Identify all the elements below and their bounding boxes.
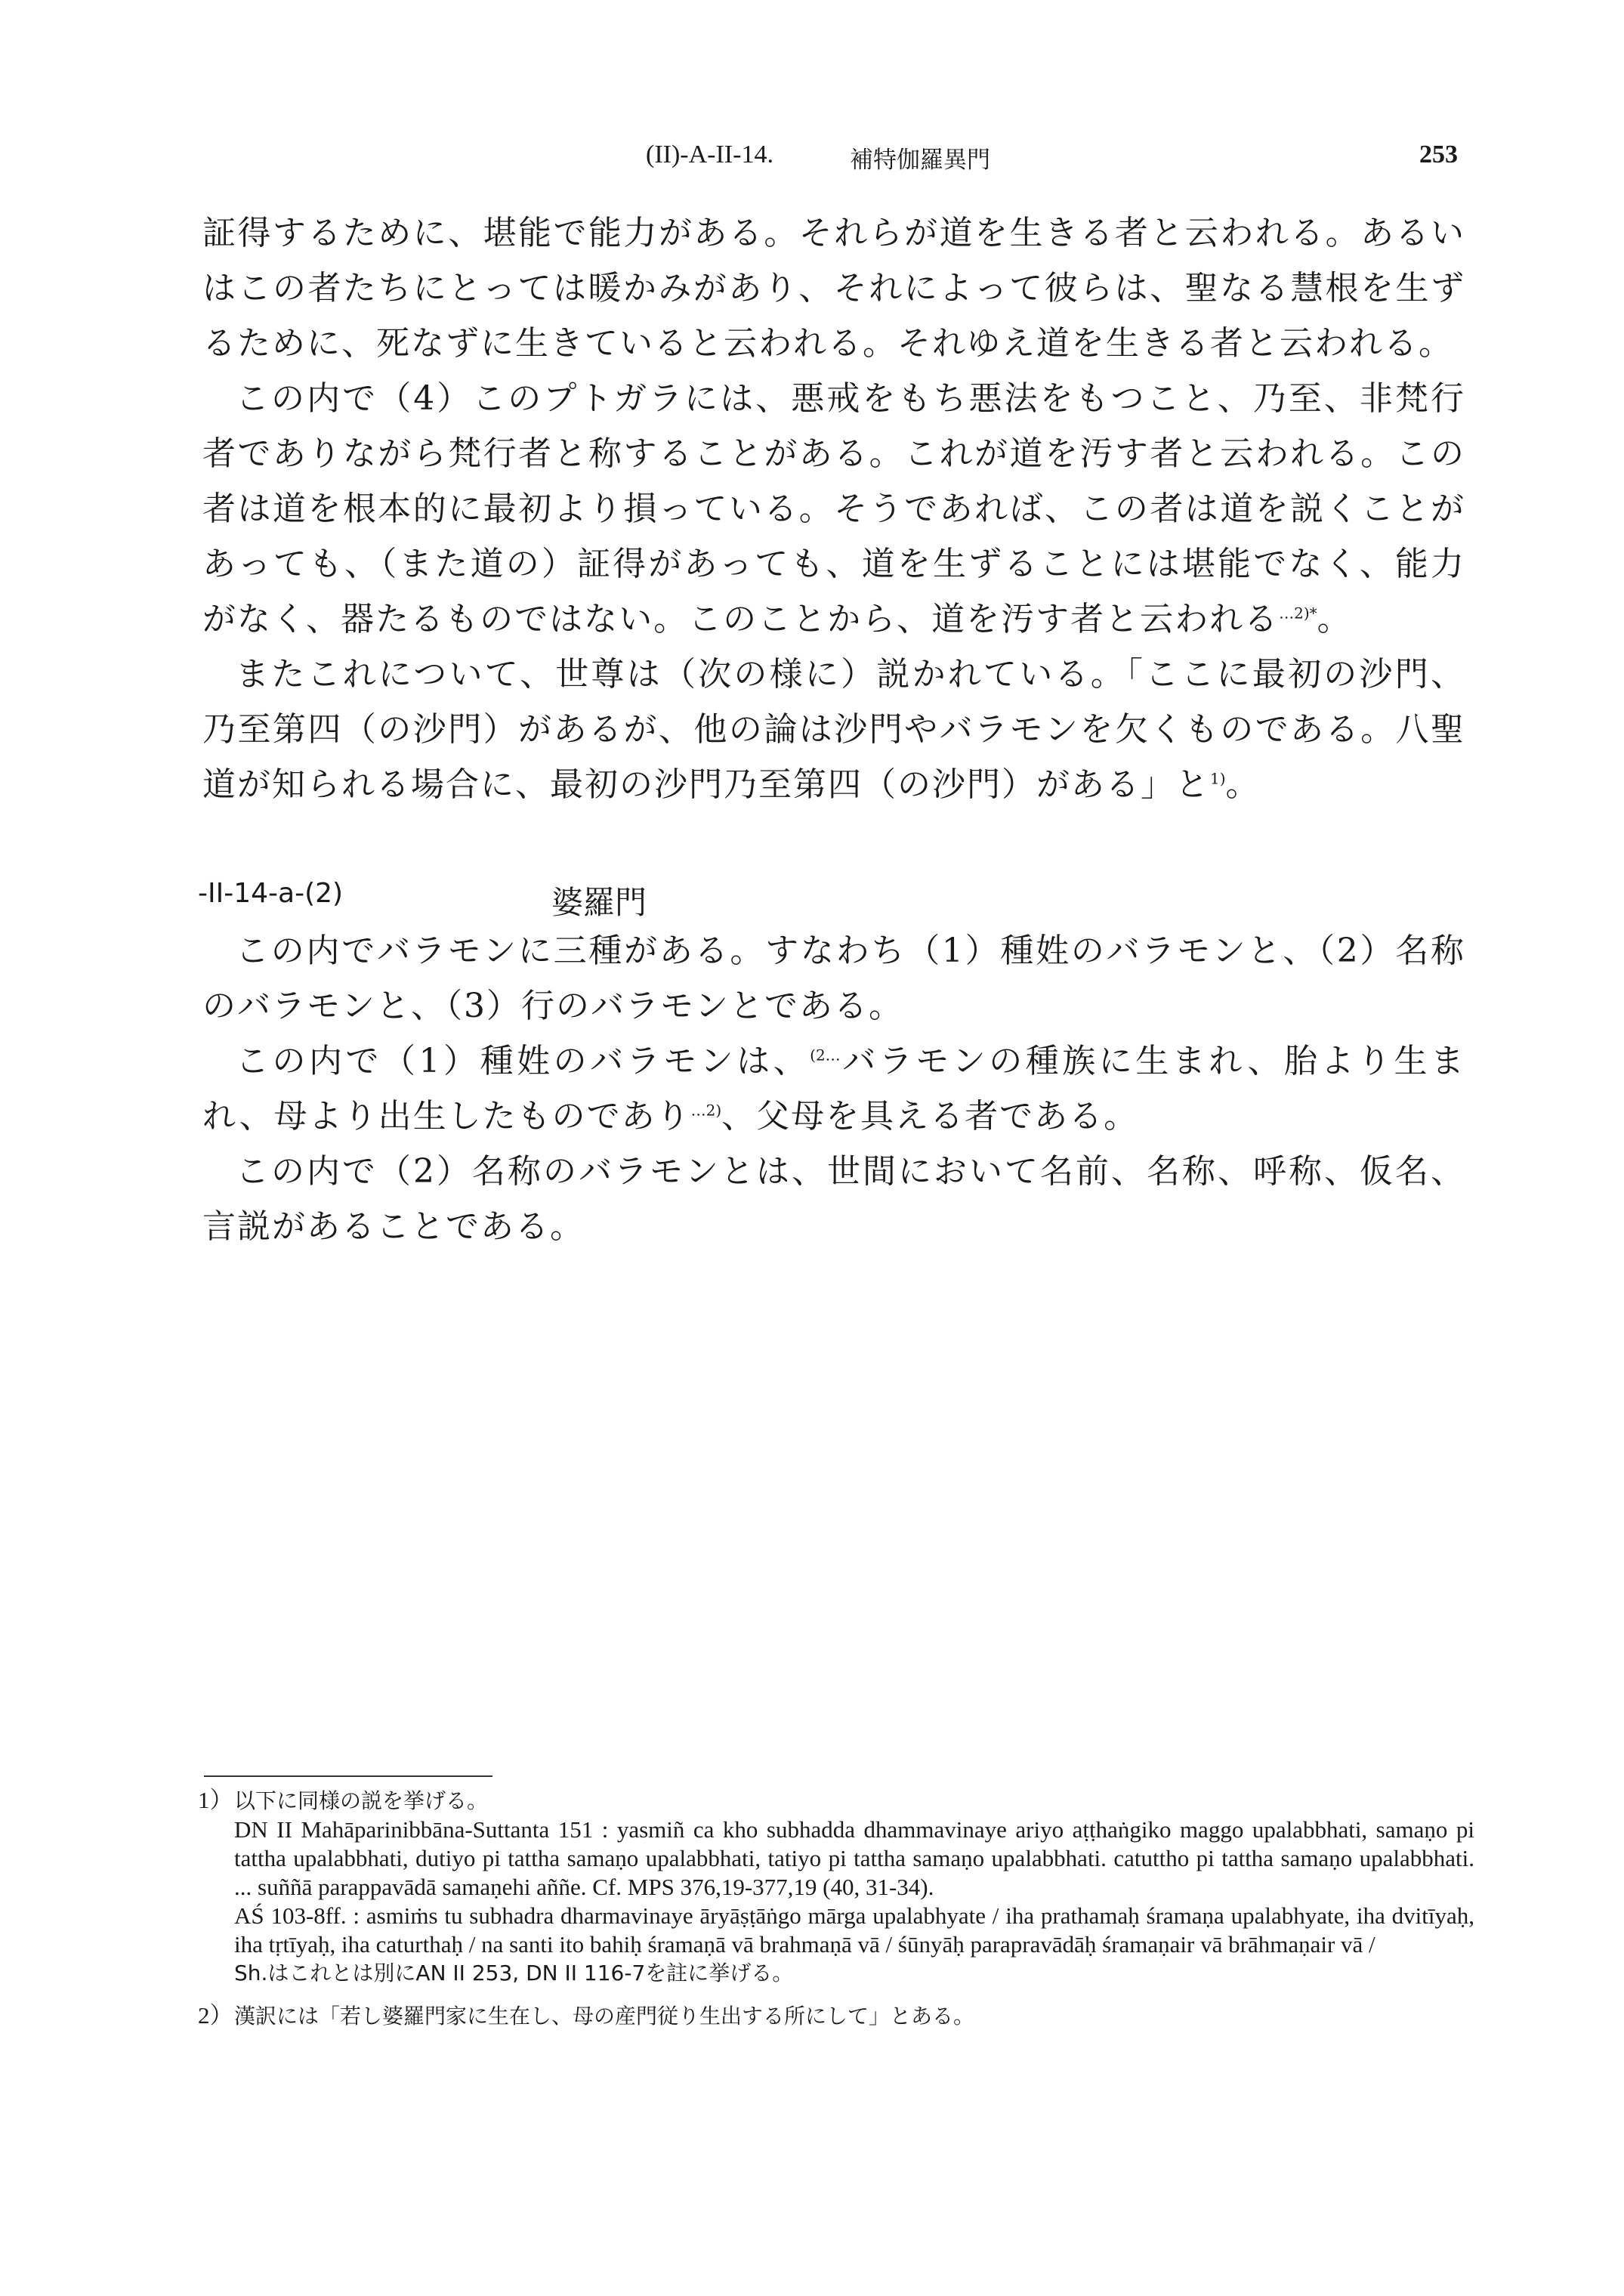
main-text <box>202 205 1465 812</box>
header-section-number: (II)-A-II-14. <box>646 141 773 168</box>
section-name: 婆羅門 <box>551 884 647 921</box>
footnote-2-line <box>198 2001 1474 2031</box>
footnote-1-sh: Sh.はこれとは別にAN II 253, DN II 116-7を註に挙げる。 <box>234 1961 794 1985</box>
section-paragraph-2 <box>202 1034 1465 1144</box>
footnote-1-intro-line <box>198 1786 1474 1815</box>
section-paragraph-2-c: 、父母を具える者である。 <box>721 1097 1139 1136</box>
paragraph-2 <box>202 371 1465 647</box>
section-paragraph-3: この内で（2）名称のバラモンとは、世間において名前、名称、呼称、仮名、言説があることである。 <box>202 1152 1465 1246</box>
section-paragraph-2-b: バラモンの種族に生まれ、胎より生まれ、母より出生したものであり <box>202 1042 1465 1136</box>
note-reference: …2)* <box>1279 604 1317 623</box>
footnote-2-text: 漢訳には「若し婆羅門家に生在し、母の産門従り生出する所にして」とある。 <box>234 2004 975 2029</box>
footnote-2-marker: 2） <box>198 2002 233 2029</box>
paragraph-3 <box>202 647 1465 812</box>
section-paragraph-2-a: この内で（1）種姓のバラモンは、 <box>236 1042 810 1080</box>
section-text <box>202 923 1465 1254</box>
note-open-marker: (2… <box>810 1046 841 1065</box>
footnote-1-intro: 以下に同様の説を挙げる。 <box>234 1788 489 1813</box>
paragraph-1: 証得するために、堪能で能力がある。それらが道を生きる者と云われる。あるいはこの者たちにとっては暖かみがあり、それによって彼らは、聖なる慧根を生ずるために、死なずに生きていると云われる。それゆえ道を生きる者と云われる。 <box>202 214 1465 363</box>
footnote-1-dn: DN II Mahāparinibbāna-Suttanta 151 : yasmiñ ca kho subhadda dhammavinaye ariyo aṭṭhaṅgiko maggo upalabbhati, samaṇo pi tattha upalabbhati, dutiyo pi tattha samaṇo upalabbhati, tatiyo pi tattha samaṇo upalabbhati. catuttho pi tattha samaṇo upalabbhati. ... suññā parappavādā samaṇehi aññe. Cf. MPS 376,19-377,19 (40, 31-34). <box>234 1816 1474 1900</box>
running-header <box>204 141 1458 186</box>
paragraph-2-end: 。 <box>1317 600 1352 638</box>
section-heading <box>198 878 953 923</box>
footnote-1-marker: 1） <box>198 1787 233 1813</box>
paragraph-2-text: この内で（4）このプトガラには、悪戒をもち悪法をもつこと、乃至、非梵行者でありながら梵行者と称することがある。これが道を汚す者と云われる。この者は道を根本的に最初より損っている。そうであれば、この者は道を説くことがあっても、（また道の）証得があっても、道を生ずることには堪能でなく、能力がなく、器たるものではない。このことから、道を汚す者と云われる <box>202 379 1465 638</box>
section-code: -II-14-a-(2) <box>198 878 344 909</box>
page-number: 253 <box>1419 141 1458 168</box>
footnote-reference-1: 1) <box>1210 769 1226 788</box>
footnotes <box>198 1786 1474 2031</box>
footnote-1-as: AŚ 103-8ff. : asmiṁs tu subhadra dharmavinaye āryāṣṭāṅgo mārga upalabhyate / iha prathamaḥ śramaṇa upalabhyate, iha dvitīyaḥ, iha tṛtīyaḥ, iha caturthaḥ / na santi ito bahiḥ śramaṇā vā brahmaṇā vā / śūnyāḥ parapravādāḥ śramaṇair vā brāhmaṇair vā / <box>234 1902 1474 1958</box>
header-title: 補特伽羅異門 <box>850 147 990 174</box>
footnote-divider <box>204 1775 492 1777</box>
paragraph-3-text: またこれについて、世尊は（次の様に）説かれている。「ここに最初の沙門、乃至第四（の沙門）があるが、他の論は沙門やバラモンを欠くものである。八聖道が知られる場合に、最初の沙門乃至第四（の沙門）がある」と <box>202 655 1465 804</box>
footnote-reference-2: …2) <box>690 1101 722 1120</box>
section-paragraph-1: この内でバラモンに三種がある。すなわち（1）種姓のバラモンと、（2）名称のバラモンと、（3）行のバラモンとである。 <box>202 932 1465 1025</box>
paragraph-3-end: 。 <box>1225 765 1261 804</box>
